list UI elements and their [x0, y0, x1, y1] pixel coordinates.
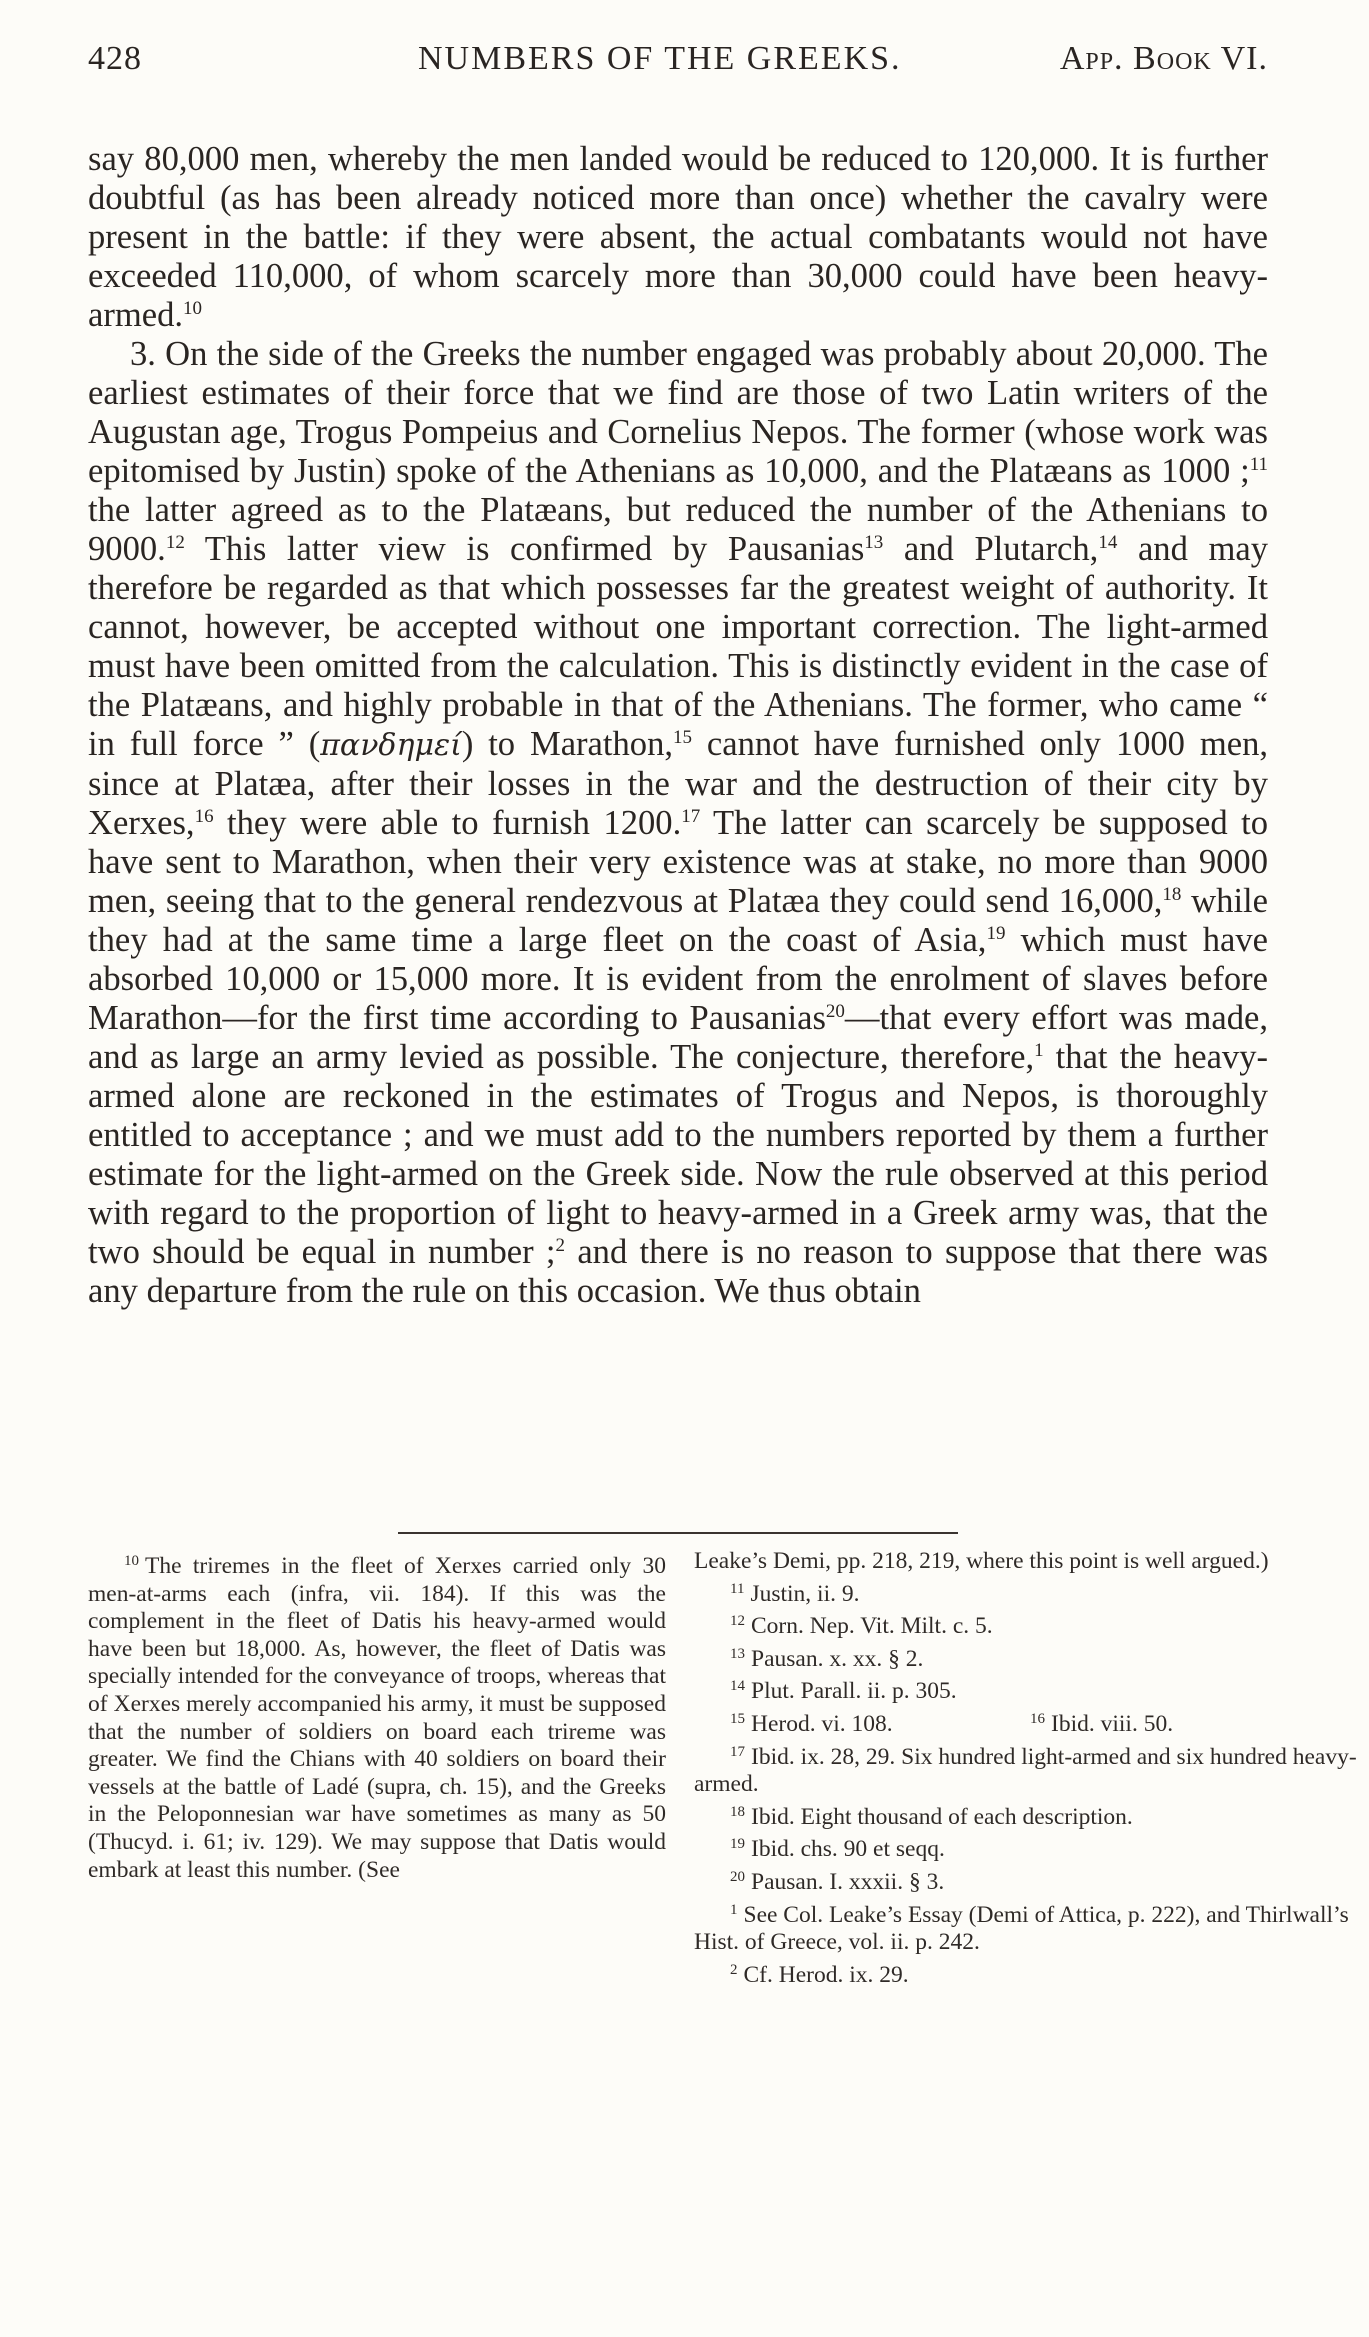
footnote-ref: 19: [986, 923, 1006, 944]
footnote-ref: 15: [673, 727, 693, 748]
footnotes: [88, 1548, 1357, 2268]
footnote-1: [694, 1897, 1362, 1957]
greek-word: πανδημεί: [320, 728, 462, 763]
footnote-17: [694, 1739, 1362, 1799]
footnote-text: Justin, ii. 9.: [750, 1580, 860, 1607]
text-run: which must have absorbed 10,000 or 15,000 more. It is evident from the enrolment of slaves before Marathon—for the first time according to Pausanias: [88, 921, 1268, 1037]
footnote-number: 17: [730, 1743, 745, 1760]
footnote-number: 18: [730, 1803, 745, 1820]
footnote-number: 20: [730, 1868, 745, 1885]
footnote-text: Ibid. chs. 90 et seqq.: [751, 1836, 945, 1863]
footnote-number: 2: [730, 1961, 738, 1978]
footnote-12: [694, 1608, 1362, 1641]
footnote-ref: 13: [864, 532, 884, 553]
footnote-ref: 20: [825, 1001, 845, 1022]
footnote-text: Pausan. x. xx. § 2.: [751, 1645, 924, 1672]
footnote-11: [694, 1576, 1362, 1609]
footnote-number: 1: [730, 1901, 738, 1918]
running-head: [88, 40, 1268, 90]
main-text: [88, 140, 1268, 1311]
footnote-number: 16: [1030, 1710, 1045, 1727]
section-label: App. Book VI.: [1059, 40, 1268, 77]
footnote-number: 15: [730, 1710, 745, 1727]
footnote-text: Plut. Parall. ii. p. 305.: [751, 1678, 957, 1705]
footnote-text: Herod. vi. 108.: [751, 1710, 893, 1737]
footnote-15-16: [694, 1706, 1362, 1739]
text-run: This latter view is confirmed by Pausanias: [184, 530, 865, 568]
text-run: and may therefore be regarded as that which possesses far the greatest weight of authority. It cannot, however, be accepted without one important correction. The light-armed must have been omitted from the calculation. This is distinctly evident in the case of the Platæans, and highly probable in that of the Athenians. The former, who came “ in full force ” (: [88, 530, 1269, 763]
footnote-16: [1030, 1706, 1173, 1739]
footnote-ref: 1: [1034, 1040, 1044, 1061]
footnote-text: Ibid. viii. 50.: [1051, 1710, 1174, 1737]
footnote-ref: 10: [183, 298, 203, 319]
footnote-ref: 18: [1162, 884, 1182, 905]
footnote-2: [694, 1957, 1362, 1990]
page-number: 428: [88, 40, 142, 77]
text-run: ) to Marathon,: [461, 725, 674, 763]
footnote-18: [694, 1799, 1362, 1832]
text-run: 3. On the side of the Greeks the number engaged was probably about 20,000. The earliest estimates of their force that we find are those of two Latin writers of the Augustan age, Trogus Pompeius and Cornelius Nepos. The former (whose work was epitomised by Justin) spoke of the Athenians as 10,000, and the Platæans as 1000 ;: [88, 335, 1268, 490]
running-title: NUMBERS OF THE GREEKS.: [418, 40, 902, 77]
text-run: the latter agreed as to the Platæans, but reduced the number of the Athenians to 9000.: [88, 491, 1268, 568]
footnote-text: Ibid. ix. 28, 29. Six hundred light-armed and six hundred heavy-armed.: [694, 1743, 1357, 1798]
footnote-text: Pausan. I. xxxii. § 3.: [751, 1868, 945, 1895]
footnote-number: 11: [730, 1580, 745, 1597]
footnote-ref: 17: [681, 806, 701, 827]
footnote-19: [694, 1831, 1362, 1864]
footnote-column-left: [88, 1548, 666, 1884]
footnote-13: [694, 1641, 1362, 1674]
footnote-14: [694, 1673, 1362, 1706]
text-run: say 80,000 men, whereby the men landed would be reduced to 120,000. It is further doubtful (as has been already noticed more than once) whether the cavalry were present in the battle: if they were absent, the actual combatants would not have exceeded 110,000, of whom scarcely more than 30,000 could have been heavy-armed.: [88, 140, 1268, 334]
footnote-text: Cf. Herod. ix. 29.: [743, 1961, 909, 1988]
footnote-number: 12: [730, 1613, 745, 1630]
footnote-text: See Col. Leake’s Essay (Demi of Attica, p. 222), and Thirlwall’s Hist. of Greece, vol. ii. p. 242.: [694, 1901, 1349, 1956]
text-run: cannot have furnished only 1000 men, since at Platæa, after their losses in the war and the destruction of their city by Xerxes,: [88, 725, 1269, 842]
footnote-20: [694, 1864, 1362, 1897]
footnote-text: Ibid. Eight thousand of each description.: [751, 1803, 1133, 1830]
footnote-ref: 14: [1098, 532, 1118, 553]
text-run: they were able to furnish 1200.: [213, 804, 682, 842]
footnote-ref: 16: [194, 806, 214, 827]
text-run: and there is no reason to suppose that there was any departure from the rule on this occasion. We thus obtain: [88, 1233, 1268, 1310]
footnote-number: 10: [124, 1553, 139, 1569]
footnote-text: The triremes in the fleet of Xerxes carried only 30 men-at-arms each (infra, vii. 184). If this was the complement in the fleet of Datis his heavy-armed would have been but 18,000. As, however, the fleet of Datis was specially intended for the conveyance of troops, whereas that of Xerxes merely accompanied his army, it must be supposed that the number of soldiers on board each trireme was greater. We find the Chians with 40 soldiers on board their vessels at the battle of Ladé (supra, ch. 15), and the Greeks in the Peloponnesian war have sometimes as many as 50 (Thucyd. i. 61; iv. 129). We may suppose that Datis would embark at least this number. (See: [88, 1553, 666, 1883]
footnote-text: Corn. Nep. Vit. Milt. c. 5.: [751, 1613, 993, 1640]
text-run: while they had at the same time a large fleet on the coast of Asia,: [88, 882, 1268, 959]
footnote-number: 13: [730, 1645, 745, 1662]
paragraph-3: [88, 335, 1268, 1311]
footnote-column-right: [694, 1548, 1362, 1989]
footnote-10: [88, 1548, 666, 1884]
text-run: that the heavy-armed alone are reckoned in the estimates of Trogus and Nepos, is thoroughly entitled to acceptance ; and we must add to the numbers reported by them a further estimate for the light-armed on the Greek side. Now the rule observed at this period with regard to the proportion of light to heavy-armed in a Greek army was, that the two should be equal in number ;: [88, 1038, 1269, 1271]
paragraph-continued: [88, 140, 1268, 335]
footnote-ref: 12: [165, 532, 185, 553]
text-run: and Plutarch,: [883, 530, 1099, 568]
footnote-number: 14: [730, 1678, 745, 1695]
footnote-ref: 11: [1249, 454, 1268, 475]
footnote-divider: [398, 1532, 958, 1534]
text-run: —that every effort was made, and as large an army levied as possible. The conjecture, therefore,: [88, 999, 1268, 1076]
footnote-10-continued: Leake’s Demi, pp. 218, 219, where this point is well argued.): [694, 1548, 1269, 1574]
footnote-ref: 2: [555, 1235, 566, 1256]
text-run: The latter can scarcely be supposed to have sent to Marathon, when their very existence was at stake, no more than 9000 men, seeing that to the general rendezvous at Platæa they could send 16,000,: [88, 804, 1268, 920]
footnote-number: 19: [730, 1836, 745, 1853]
footnote-15: [730, 1706, 1030, 1739]
